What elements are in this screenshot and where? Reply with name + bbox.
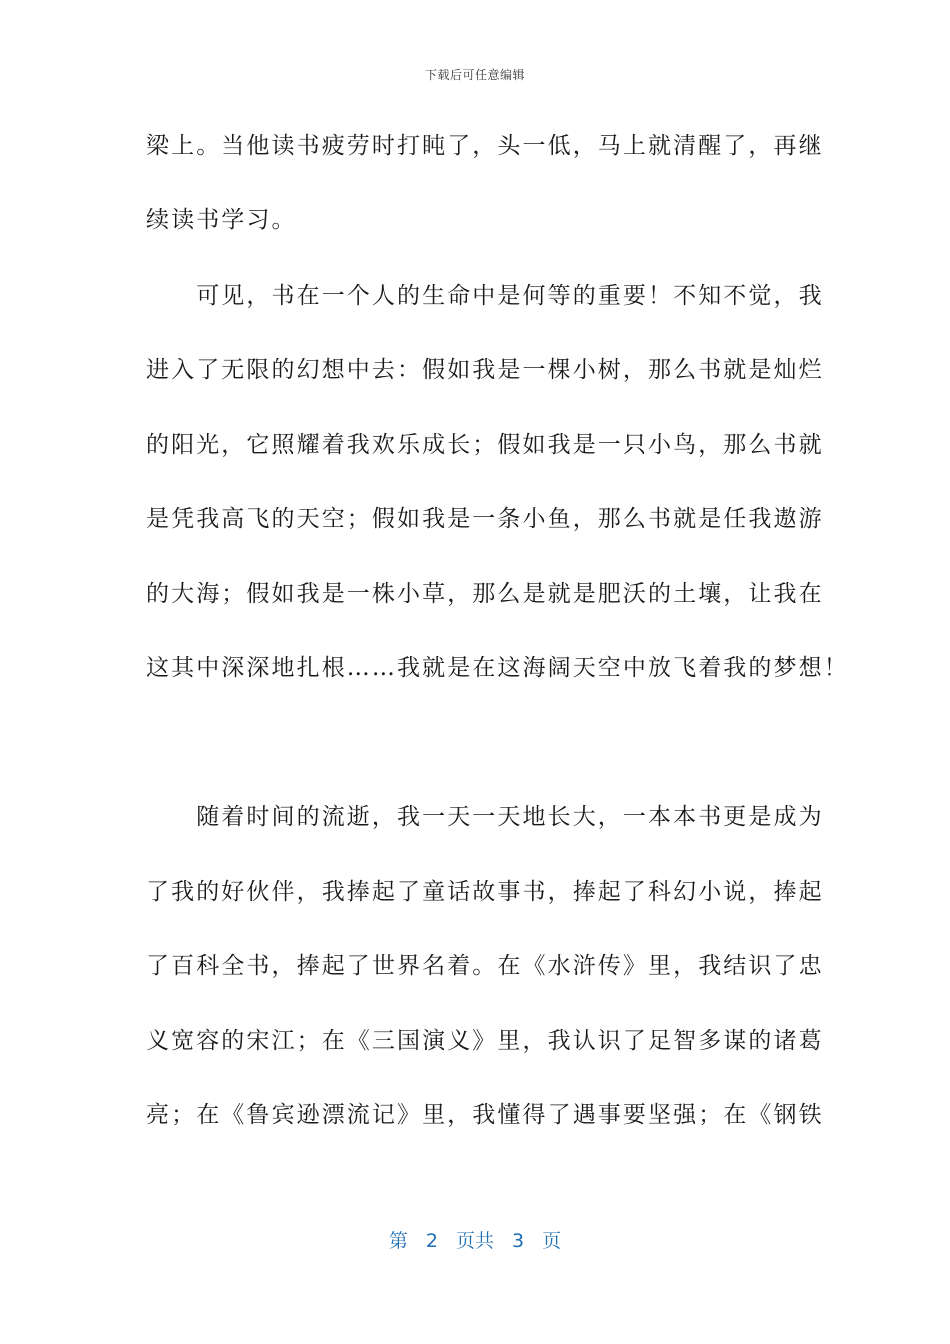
page-header: 下载后可任意编辑 [424, 68, 525, 82]
text-line: 梁上。当他读书疲劳时打盹了，头一低，马上就清醒了，再继 [146, 133, 824, 159]
text-line: 了我的好伙伴，我捧起了童话故事书，捧起了科幻小说，捧起 [146, 879, 824, 905]
text-line: 进入了无限的幻想中去：假如我是一棵小树，那么书就是灿烂 [146, 357, 824, 383]
text-line: 的阳光，它照耀着我欢乐成长；假如我是一只小鸟，那么书就 [146, 432, 824, 458]
footer-middle: 页共 [455, 1230, 494, 1252]
footer-suffix: 页 [542, 1230, 562, 1252]
current-page-number: 2 [425, 1230, 438, 1252]
text-line: 续读书学习。 [146, 207, 297, 233]
text-line: 义宽容的宋江；在《三国演义》里，我认识了足智多谋的诸葛 [146, 1028, 824, 1054]
footer-prefix: 第 [388, 1230, 408, 1252]
page-footer [0, 1226, 950, 1253]
total-page-number: 3 [512, 1230, 525, 1252]
text-line: 是凭我高飞的天空；假如我是一条小鱼，那么书就是任我遨游 [146, 506, 824, 532]
text-line: 可见，书在一个人的生命中是何等的重要！不知不觉，我 [146, 283, 824, 309]
text-line: 随着时间的流逝，我一天一天地长大，一本本书更是成为 [146, 804, 824, 830]
text-line: 这其中深深地扎根……我就是在这海阔天空中放飞着我的梦想！ [146, 655, 849, 681]
text-line: 的大海；假如我是一株小草，那么是就是肥沃的土壤，让我在 [146, 581, 824, 607]
text-line: 亮；在《鲁宾逊漂流记》里，我懂得了遇事要坚强；在《钢铁 [146, 1102, 824, 1128]
text-line: 了百科全书，捧起了世界名着。在《水浒传》里，我结识了忠 [146, 953, 824, 979]
